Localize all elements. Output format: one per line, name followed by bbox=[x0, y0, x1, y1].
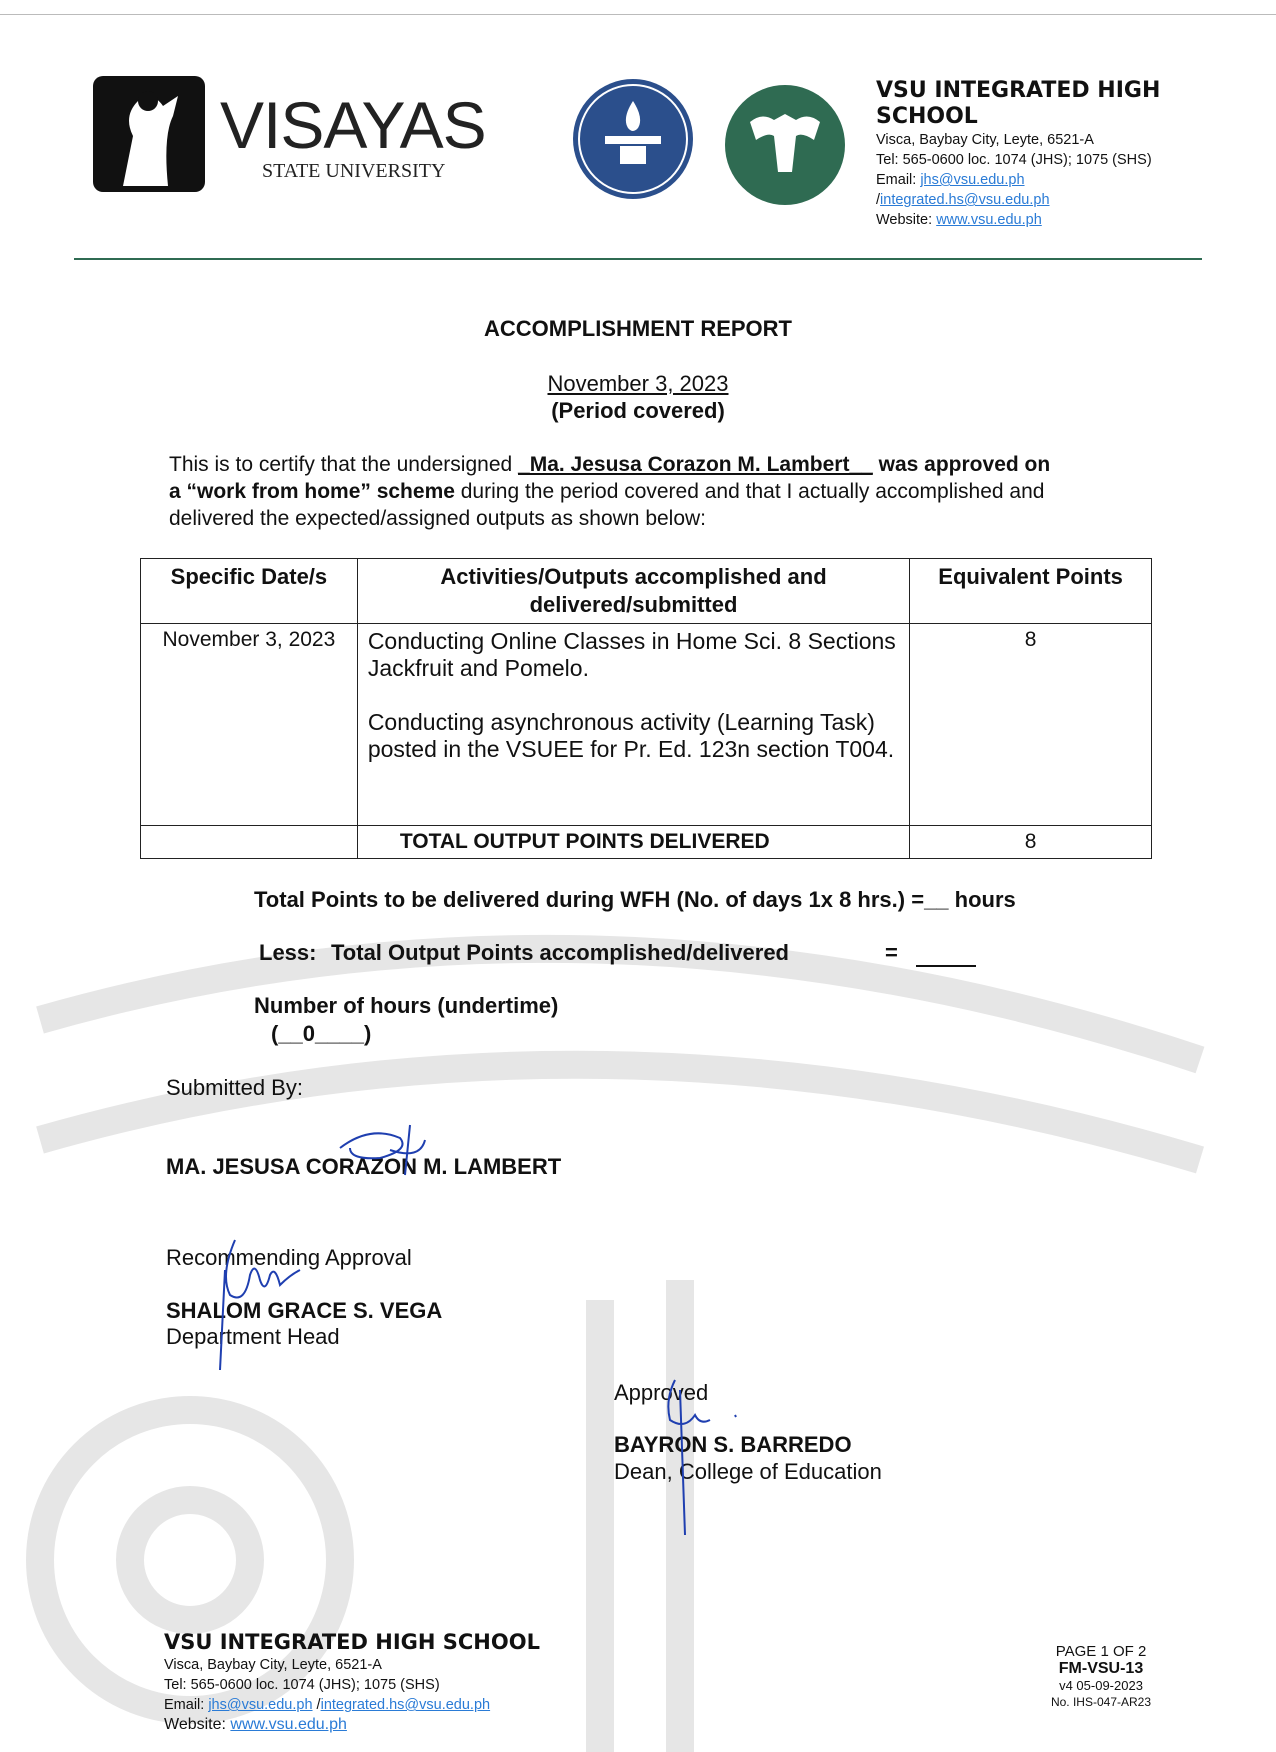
cert-text-4: delivered the expected/assigned outputs as shown below: bbox=[169, 507, 707, 530]
footer-address: Visca, Baybay City, Leyte, 6521-A bbox=[164, 1657, 382, 1673]
footer-email-integrated[interactable]: integrated.hs@vsu.edu.ph bbox=[320, 1697, 491, 1713]
email-label: Email: bbox=[876, 172, 921, 188]
footer-tel: Tel: 565-0600 loc. 1074 (JHS); 1075 (SHS) bbox=[164, 1677, 440, 1693]
website-link[interactable]: www.vsu.edu.ph bbox=[936, 212, 1042, 228]
certification-paragraph bbox=[169, 451, 1259, 532]
report-period-label: (Period covered) bbox=[551, 398, 725, 423]
footer-email-label: Email: bbox=[164, 1697, 209, 1713]
recommender-title: Department Head bbox=[166, 1324, 340, 1349]
submitted-by-label: Submitted By: bbox=[166, 1075, 303, 1100]
undertime-value: (__0____) bbox=[271, 1021, 372, 1046]
cert-name: _Ma. Jesusa Corazon M. Lambert__ bbox=[518, 453, 873, 476]
less-blank bbox=[916, 965, 976, 967]
footer-email-jhs[interactable]: jhs@vsu.edu.ph bbox=[208, 1697, 313, 1713]
cert-text-3: during the period covered and that I actually accomplished and bbox=[454, 480, 1045, 503]
website-label: Website: bbox=[876, 212, 937, 228]
header-divider bbox=[74, 258, 1202, 260]
header-date: Specific Date/s bbox=[141, 559, 358, 624]
less-label: Less: bbox=[259, 940, 317, 965]
cert-text-2: was approved on bbox=[872, 453, 1051, 476]
school-address: Visca, Baybay City, Leyte, 6521-A bbox=[876, 132, 1094, 148]
header-activities: Activities/Outputs accomplished and delivered/submitted bbox=[357, 559, 909, 624]
header-points: Equivalent Points bbox=[910, 559, 1152, 624]
less-text: Total Output Points accomplished/delivered bbox=[331, 940, 789, 965]
table-header-row bbox=[141, 559, 1152, 624]
school-tel: Tel: 565-0600 loc. 1074 (JHS); 1075 (SHS) bbox=[876, 152, 1152, 168]
school-name: VSU INTEGRATED HIGH bbox=[876, 78, 1161, 103]
approver-title: Dean, College of Education bbox=[614, 1459, 882, 1484]
form-code: FM-VSU-13 bbox=[1058, 1660, 1144, 1677]
total-label: TOTAL OUTPUT POINTS DELIVERED bbox=[357, 826, 909, 859]
row-date: November 3, 2023 bbox=[141, 624, 358, 826]
activity-item: Conducting asynchronous activity (Learning Task) posted in the VSUEE for Pr. Ed. 123n section T004. bbox=[367, 709, 895, 762]
row-activities bbox=[357, 624, 909, 826]
report-title: ACCOMPLISHMENT REPORT bbox=[484, 316, 792, 341]
accomplishment-table bbox=[140, 558, 1152, 859]
footer-website-link[interactable]: www.vsu.edu.ph bbox=[230, 1716, 347, 1733]
total-points: 8 bbox=[910, 826, 1152, 859]
table-row bbox=[141, 624, 1152, 826]
report-period: November 3, 2023 bbox=[547, 371, 729, 396]
total-points-line: Total Points to be delivered during WFH (No. of days 1x 8 hrs.) =__ hours bbox=[254, 887, 1016, 912]
recommending-label: Recommending Approval bbox=[166, 1245, 412, 1270]
cert-line-2 bbox=[169, 478, 1259, 505]
approver-name: BAYRON S. BARREDO bbox=[614, 1432, 852, 1457]
email2-prefix: / bbox=[876, 192, 881, 208]
footer-email-sep: / bbox=[312, 1697, 321, 1713]
less-equals: = bbox=[885, 940, 898, 965]
cert-scheme: a “work from home” scheme bbox=[169, 480, 455, 503]
form-version: v4 05-09-2023 bbox=[1059, 1678, 1143, 1693]
cert-line-1 bbox=[169, 451, 1259, 478]
table-total-row bbox=[141, 826, 1152, 859]
university-name: VISAYAS bbox=[220, 88, 486, 162]
page-number: PAGE 1 OF 2 bbox=[1055, 1643, 1147, 1660]
college-seal bbox=[722, 82, 848, 208]
school-header bbox=[876, 78, 1160, 230]
email-link-integrated[interactable]: integrated.hs@vsu.edu.ph bbox=[880, 192, 1050, 208]
school-name-2: SCHOOL bbox=[876, 104, 978, 129]
doc-number: No. IHS-047-AR23 bbox=[1050, 1695, 1152, 1709]
page-info bbox=[1020, 1643, 1182, 1711]
approved-label: Approved bbox=[614, 1380, 709, 1405]
cert-line-3 bbox=[169, 505, 1259, 532]
scan-edge bbox=[0, 14, 1276, 15]
submitter-name: MA. JESUSA CORAZON M. LAMBERT bbox=[166, 1154, 562, 1179]
activity-item: Conducting Online Classes in Home Sci. 8 Sections Jackfruit and Pomelo. bbox=[367, 628, 896, 681]
vsu-tree-logo bbox=[93, 76, 205, 192]
total-empty-cell bbox=[141, 826, 358, 859]
footer-school-name: VSU INTEGRATED HIGH SCHOOL bbox=[164, 1630, 540, 1654]
row-points: 8 bbox=[910, 624, 1152, 826]
recommender-name: SHALOM GRACE S. VEGA bbox=[166, 1298, 443, 1323]
undertime-label: Number of hours (undertime) bbox=[254, 993, 559, 1018]
university-sub: STATE UNIVERSITY bbox=[262, 160, 446, 182]
footer-website-label: Website: bbox=[164, 1716, 231, 1733]
integrated-school-seal bbox=[570, 76, 696, 202]
footer-contact bbox=[164, 1629, 540, 1735]
cert-text: This is to certify that the undersigned bbox=[169, 453, 519, 476]
email-link-jhs[interactable]: jhs@vsu.edu.ph bbox=[920, 172, 1025, 188]
